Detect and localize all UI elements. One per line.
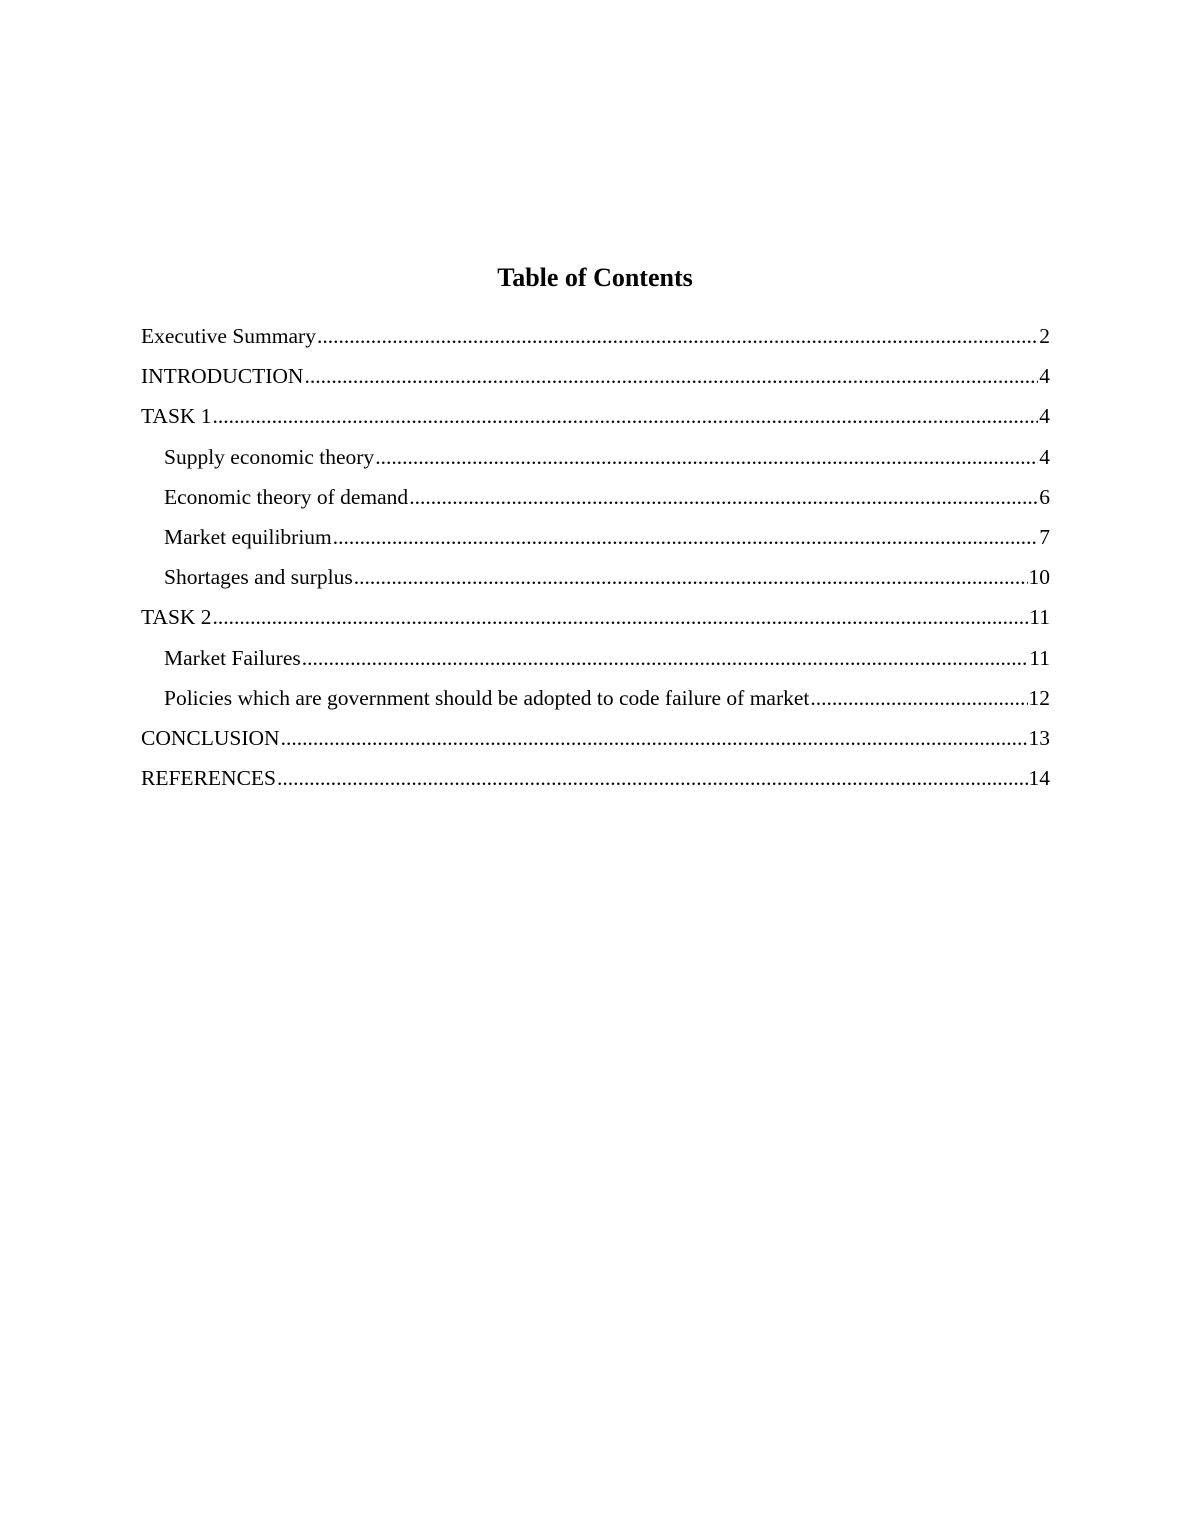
toc-entry-page: 4 xyxy=(1039,404,1050,429)
dot-leader xyxy=(354,557,1028,597)
toc-entry-text: CONCLUSION xyxy=(141,725,280,750)
toc-entry-page: 6 xyxy=(1039,484,1050,509)
toc-entry-task-2[interactable] xyxy=(141,597,1050,637)
toc-entry-executive-summary[interactable] xyxy=(141,316,1050,356)
toc-entry-page: 2 xyxy=(1039,324,1050,348)
toc-entry-page: 11 xyxy=(1029,645,1050,670)
dot-leader xyxy=(810,678,1027,718)
dot-leader xyxy=(375,437,1038,477)
dot-leader xyxy=(213,597,1029,637)
toc-entry-text: TASK 2 xyxy=(141,605,212,630)
toc-entry-policies[interactable] xyxy=(141,678,1050,718)
toc-entry-page: 11 xyxy=(1029,605,1050,630)
toc-entry-text: Economic theory of demand xyxy=(164,484,409,509)
dot-leader xyxy=(304,356,1038,396)
dot-leader xyxy=(213,396,1039,436)
dot-leader xyxy=(317,316,1038,356)
toc-entry-text: Shortages and surplus xyxy=(164,565,353,590)
toc-entry-text: Market Failures xyxy=(164,645,301,670)
toc-entry-text: Executive Summary xyxy=(141,324,316,348)
toc-entry-text: Market equilibrium xyxy=(164,524,332,549)
dot-leader xyxy=(333,517,1038,557)
toc-entry-page: 14 xyxy=(1028,766,1050,791)
toc-entry-market-failures[interactable] xyxy=(141,638,1050,678)
toc-entry-text: Policies which are government should be adopted to code failure of market xyxy=(164,685,810,710)
toc-entry-page: 4 xyxy=(1039,364,1050,389)
toc-title: Table of Contents xyxy=(497,263,693,292)
toc-entry-supply-economic-theory[interactable] xyxy=(141,437,1050,477)
toc-entry-shortages-and-surplus[interactable] xyxy=(141,557,1050,597)
dot-leader xyxy=(277,758,1028,798)
toc-entry-text: REFERENCES xyxy=(141,766,276,791)
dot-leader xyxy=(302,638,1029,678)
toc-entry-introduction[interactable] xyxy=(141,356,1050,396)
toc-entry-text: INTRODUCTION xyxy=(141,364,304,389)
toc-entry-page: 12 xyxy=(1028,685,1050,710)
toc-entry-economic-theory-of-demand[interactable] xyxy=(141,477,1050,517)
toc-entry-text: TASK 1 xyxy=(141,404,212,429)
dot-leader xyxy=(409,477,1038,517)
toc-entry-references[interactable] xyxy=(141,758,1050,798)
toc-entry-conclusion[interactable] xyxy=(141,718,1050,758)
toc-entry-page: 10 xyxy=(1028,565,1050,590)
toc-entry-page: 7 xyxy=(1039,524,1050,549)
toc-entry-page: 13 xyxy=(1028,725,1050,750)
toc-entry-page: 4 xyxy=(1039,444,1050,469)
toc-entry-text: Supply economic theory xyxy=(164,444,375,469)
toc-entry-task-1[interactable] xyxy=(141,396,1050,436)
toc-entry-market-equilibrium[interactable] xyxy=(141,517,1050,557)
dot-leader xyxy=(281,718,1028,758)
table-of-contents xyxy=(141,316,1050,798)
